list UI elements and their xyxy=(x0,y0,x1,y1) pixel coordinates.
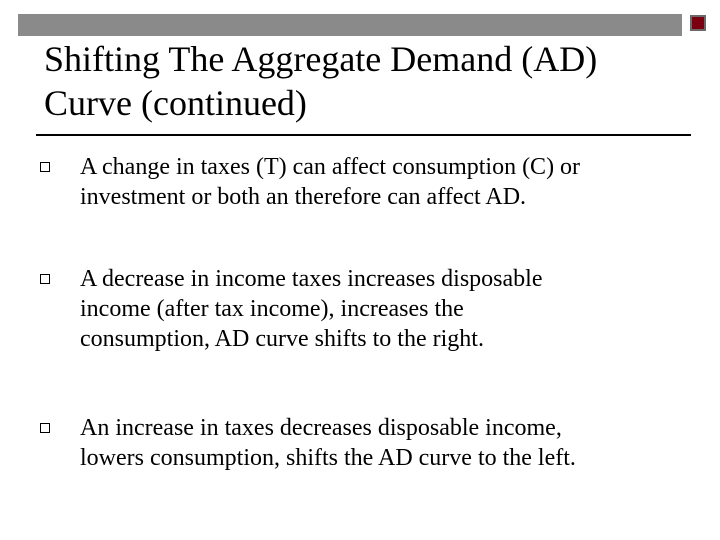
bullet-line: An increase in taxes decreases disposable income, xyxy=(80,415,562,441)
bullet-line: A decrease in income taxes increases disposable xyxy=(80,266,543,292)
bullet-line: consumption, AD curve shifts to the right. xyxy=(80,326,484,352)
slide-title-line-2: Curve (continued) xyxy=(44,83,307,123)
bullet-line: income (after tax income), increases the xyxy=(80,296,464,322)
hollow-square-icon xyxy=(40,162,50,172)
slide-title-line-1: Shifting The Aggregate Demand (AD) xyxy=(44,39,598,79)
bullet-item-text xyxy=(80,264,690,354)
bullet-item-text xyxy=(80,152,690,212)
bullet-line: lowers consumption, shifts the AD curve to the left. xyxy=(80,445,576,471)
bullet-item-text xyxy=(80,413,690,473)
hollow-square-icon xyxy=(40,274,50,284)
bullet-line: investment or both an therefore can affect AD. xyxy=(80,184,527,210)
hollow-square-icon xyxy=(40,423,50,433)
bullet-line: A change in taxes (T) can affect consumption (C) or xyxy=(80,154,581,180)
